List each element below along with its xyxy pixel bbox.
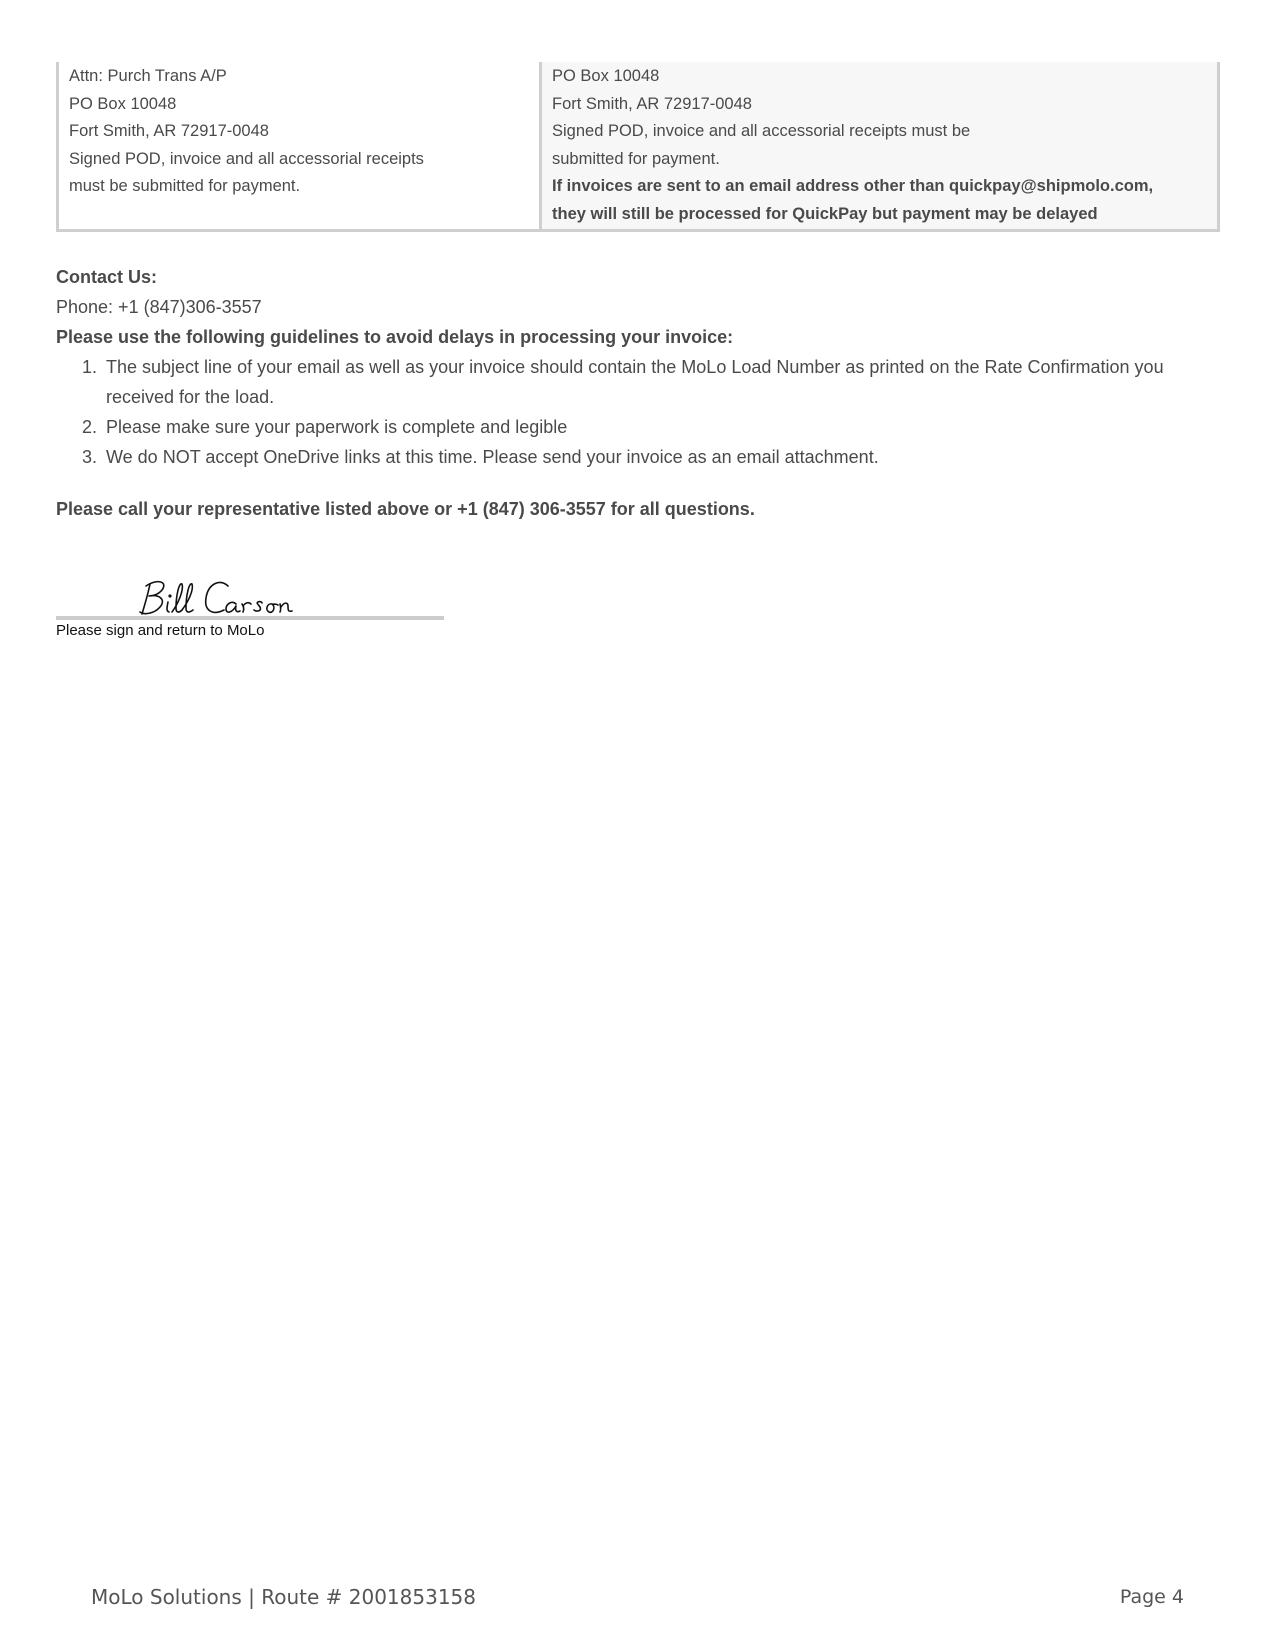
signature-line: [56, 616, 444, 620]
contact-phone: Phone: +1 (847)306-3557: [56, 297, 262, 317]
guidelines-title: Please use the following guidelines to avoid delays in processing your invoice:: [56, 327, 734, 347]
guideline-item: [82, 412, 1220, 442]
address-line: PO Box 10048: [552, 67, 660, 85]
address-line: Fort Smith, AR 72917-0048: [552, 94, 752, 113]
address-table: [56, 62, 1220, 232]
guideline-text: Please make sure your paperwork is complete and legible: [106, 417, 568, 437]
guideline-text: The subject line of your email as well as your invoice should contain the MoLo Load Number as printed on the Rate Confirmation you received for the load.: [106, 357, 1164, 407]
quickpay-notice-line: If invoices are sent to an email address other than quickpay@shipmolo.com,: [552, 177, 1154, 195]
signature-block: [56, 574, 446, 644]
guideline-number: 2.: [82, 417, 98, 437]
guideline-number: 3.: [82, 447, 98, 467]
address-line: submitted for payment.: [552, 149, 720, 168]
signature-image: [136, 574, 336, 620]
guideline-item: [82, 352, 1220, 412]
address-line: Signed POD, invoice and all accessorial receipts: [69, 149, 424, 168]
address-cell-right: [542, 62, 1217, 229]
address-line: Signed POD, invoice and all accessorial receipts must be: [552, 122, 971, 140]
guideline-item: [82, 442, 1220, 472]
guideline-text: We do NOT accept OneDrive links at this time. Please send your invoice as an email attachment.: [106, 447, 879, 467]
address-line: Attn: Purch Trans A/P: [69, 67, 227, 85]
address-line: Fort Smith, AR 72917-0048: [69, 122, 269, 140]
guidelines-list: [56, 352, 1220, 472]
guideline-number: 1.: [82, 357, 98, 377]
footer-page-number: Page 4: [1119, 1586, 1184, 1608]
contact-heading: Contact Us:: [56, 267, 158, 287]
quickpay-notice-line: they will still be processed for QuickPay but payment may be delayed: [552, 204, 1098, 223]
footer-route: MoLo Solutions | Route # 2001853158: [91, 1585, 476, 1609]
signature-caption: Please sign and return to MoLo: [56, 622, 265, 639]
address-cell-left: [59, 62, 542, 229]
address-line: must be submitted for payment.: [69, 177, 301, 195]
contact-section: [56, 262, 1220, 472]
questions-note: Please call your representative listed above or +1 (847) 306-3557 for all questions.: [56, 499, 755, 519]
address-line: PO Box 10048: [69, 94, 177, 113]
